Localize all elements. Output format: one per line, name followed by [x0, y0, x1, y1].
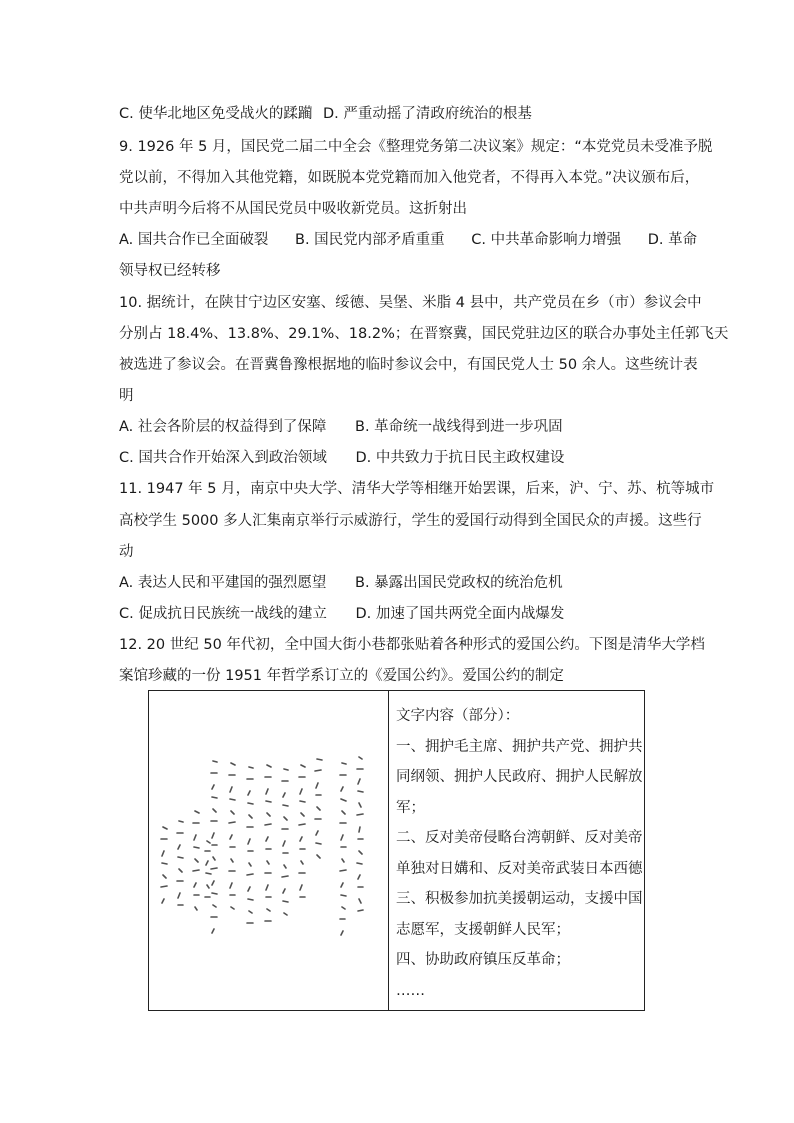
- pact-text-line: 军；: [396, 799, 425, 816]
- q11-options-cd: [119, 604, 564, 624]
- q10-options-ab: [119, 417, 563, 437]
- q11-line: 动: [119, 544, 134, 560]
- q9-option-d: D. 革命: [647, 232, 698, 248]
- q11-option-a: A. 表达人民和平建国的强烈愿望: [119, 575, 327, 591]
- q12-line: 12. 20 世纪 50 年代初，全中国大街小巷都张贴着各种形式的爱国公约。下图是清华大学档: [119, 637, 705, 653]
- q8-option-d: D. 严重动摇了清政府统治的根基: [322, 106, 532, 122]
- q10-option-b: B. 革命统一战线得到进一步巩固: [355, 419, 563, 435]
- q8-option-c: C. 使华北地区免受战火的蹂躏: [119, 106, 313, 122]
- pact-text-line: 一、拥护毛主席、拥护共产党、拥护共: [396, 738, 643, 755]
- q10-option-a: A. 社会各阶层的权益得到了保障: [119, 419, 327, 435]
- pact-text-heading: 文字内容（部分）：: [396, 708, 520, 724]
- pact-text-line: 四、协助政府镇压反革命；: [396, 952, 570, 968]
- q11-option-b: B. 暴露出国民党政权的统治危机: [355, 575, 563, 591]
- handwritten-pact-image: [149, 691, 389, 1012]
- q10-option-d: D. 中共致力于抗日民主政权建设: [355, 450, 565, 466]
- q10-line: 被选进了参议会。在晋冀鲁豫根据地的临时参议会中，有国民党人士 50 余人。这些统计表: [119, 357, 698, 373]
- q9-line: 党以前，不得加入其他党籍，如既脱本党党籍而加入他党者，不得再入本党。”决议颁布后，: [119, 170, 700, 186]
- q10-option-c: C. 国共合作开始深入到政治领域: [119, 450, 327, 466]
- q11-option-c: C. 促成抗日民族统一战线的建立: [119, 606, 327, 622]
- q9-option-b: B. 国民党内部矛盾重重: [295, 232, 445, 248]
- pact-image-cell: [149, 691, 389, 1010]
- pact-text-line: 三、积极参加抗美援朝运动，支援中国: [396, 891, 643, 907]
- q10-options-cd: [119, 448, 564, 468]
- pact-text-line: 同纲领、拥护人民政府、拥护人民解放: [396, 769, 643, 785]
- q9-line: 中共声明今后将不从国民党员中吸收新党员。这折射出: [119, 201, 467, 217]
- q11-options-ab: [119, 573, 563, 593]
- q10-line: 10. 据统计，在陕甘宁边区安塞、绥德、吴堡、米脂 4 县中，共产党员在乡（市）参议会中: [119, 295, 702, 311]
- patriotic-pact-table: [148, 690, 645, 1011]
- q10-line: 明: [119, 388, 134, 404]
- pact-text-cell: [389, 691, 644, 1010]
- q11-line: 高校学生 5000 多人汇集南京举行示威游行，学生的爱国行动得到全国民众的声援。这些行: [119, 513, 702, 529]
- pact-text-ellipsis: ……: [396, 982, 425, 999]
- pact-text-line: 二、反对美帝侵略台湾朝鲜、反对美帝: [396, 830, 643, 846]
- q9-option-c: C. 中共革命影响力增强: [471, 232, 622, 248]
- q11-option-d: D. 加速了国共两党全面内战爆发: [355, 606, 565, 622]
- q9-option-d-cont: 领导权已经转移: [119, 263, 221, 279]
- q9-options: [119, 230, 697, 250]
- q9-line: 9. 1926 年 5 月，国民党二届二中全会《整理党务第二决议案》规定：“本党党员未受准予脱: [119, 139, 713, 155]
- q9-option-a: A. 国共合作已全面破裂: [119, 232, 269, 248]
- pact-text-line: 单独对日媾和、反对美帝武装日本西德: [396, 860, 643, 877]
- q12-line: 案馆珍藏的一份 1951 年哲学系订立的《爱国公约》。爱国公约的制定: [119, 668, 564, 684]
- q8-options-cd: [119, 104, 532, 124]
- q10-line: 分别占 18.4%、13.8%、29.1%、18.2%；在晋察冀，国民党驻边区的联合办事处主任郭飞天: [119, 326, 729, 342]
- q11-line: 11. 1947 年 5 月，南京中央大学、清华大学等相继开始罢课，后来，沪、宁、苏、杭等城市: [119, 481, 715, 497]
- pact-text-line: 志愿军，支援朝鲜人民军；: [396, 921, 570, 938]
